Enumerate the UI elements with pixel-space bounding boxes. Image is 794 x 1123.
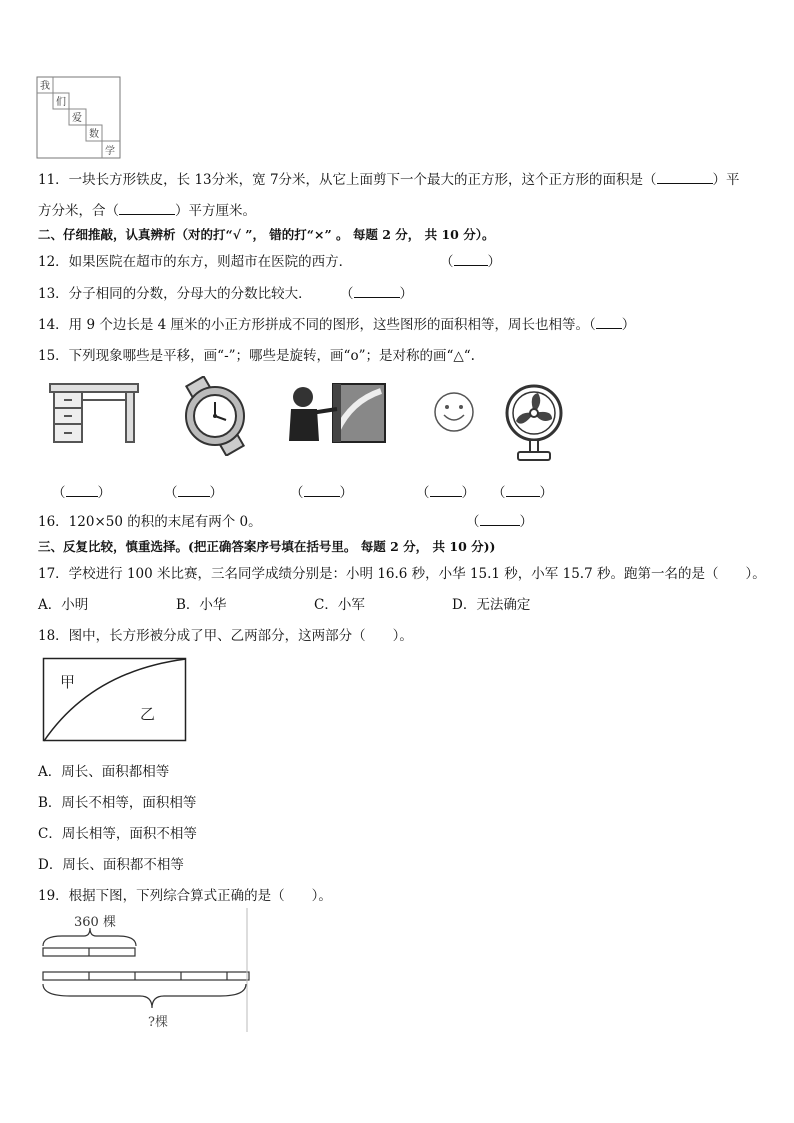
question-13 bbox=[38, 282, 312, 302]
option-d[interactable]: D．无法确定 bbox=[452, 597, 531, 613]
answer-blank[interactable] bbox=[596, 316, 622, 329]
region-label-yi: 乙 bbox=[140, 705, 156, 723]
section-3-heading: 三、反复比较，慎重选择。(把正确答案序号填在括号里。 每题 2 分， 共 10 分)) bbox=[38, 539, 496, 554]
option-d[interactable]: D．周长、面积都不相等 bbox=[38, 857, 184, 873]
answer-blank[interactable] bbox=[506, 484, 540, 497]
answer-blank[interactable] bbox=[119, 202, 175, 215]
option-a[interactable]: A．周长、面积都相等 bbox=[38, 764, 170, 780]
question-19-stem: 19．根据下图，下列综合算式正确的是（ ）。 bbox=[38, 888, 332, 904]
paren-close: ） bbox=[539, 485, 553, 501]
question-14 bbox=[38, 313, 635, 333]
grid-char: 数 bbox=[89, 129, 99, 140]
q15-answer-window[interactable] bbox=[290, 481, 353, 501]
question-11-text-end: ）平 bbox=[712, 172, 740, 188]
question-13-answer[interactable] bbox=[340, 282, 413, 302]
paren-open: （ bbox=[340, 286, 354, 302]
question-16-text: 16．120×50 的积的末尾有两个 0。 bbox=[38, 514, 262, 530]
option-b[interactable]: B．周长不相等，面积相等 bbox=[38, 795, 197, 811]
rectangle-divided-figure bbox=[42, 657, 188, 743]
desk-picture bbox=[48, 380, 140, 446]
option-b[interactable]: B．小华 bbox=[176, 597, 227, 613]
top-label: 360 棵 bbox=[74, 915, 116, 930]
smiley-face-picture bbox=[432, 390, 476, 434]
bottom-label: ?棵 bbox=[148, 1015, 168, 1030]
q15-answer-watch[interactable] bbox=[164, 481, 223, 501]
grid-char: 我 bbox=[40, 81, 50, 92]
q15-answer-fan[interactable] bbox=[492, 481, 553, 501]
question-11-text-2b: ）平方厘米。 bbox=[175, 203, 256, 219]
paren-close: ） bbox=[621, 317, 636, 333]
question-11-text: 11．一块长方形铁皮，长 13分米，宽 7分米，从它上面剪下一个最大的正方形，这个正方形的面积是（ bbox=[38, 172, 657, 188]
question-15-text: 15．下列现象哪些是平移，画“-”；哪些是旋转，画“o”；是对称的画“△“. bbox=[38, 348, 475, 364]
window-pushing-picture bbox=[281, 381, 389, 445]
region-label-jia: 甲 bbox=[60, 673, 76, 691]
paren-close: ） bbox=[399, 286, 413, 302]
answer-blank[interactable] bbox=[304, 484, 340, 497]
segment-diagram bbox=[40, 908, 252, 1032]
paren-close: ） bbox=[519, 514, 533, 530]
paren-close: ） bbox=[209, 485, 223, 501]
question-11-line2 bbox=[38, 199, 256, 219]
answer-blank[interactable] bbox=[430, 484, 462, 497]
option-c[interactable]: C．周长相等，面积不相等 bbox=[38, 826, 197, 842]
question-12 bbox=[38, 250, 352, 270]
electric-fan-picture bbox=[500, 383, 568, 463]
q15-answer-desk[interactable] bbox=[52, 481, 111, 501]
answer-blank[interactable] bbox=[480, 513, 520, 526]
grid-char: 学 bbox=[105, 146, 115, 157]
question-16 bbox=[38, 510, 262, 530]
character-grid-figure bbox=[36, 76, 122, 160]
paren-close: ） bbox=[461, 485, 475, 501]
paren-close: ） bbox=[487, 254, 501, 270]
paren-close: ） bbox=[97, 485, 111, 501]
option-c[interactable]: C．小军 bbox=[314, 597, 365, 613]
answer-blank[interactable] bbox=[354, 285, 400, 298]
answer-blank[interactable] bbox=[178, 484, 210, 497]
paren-open: （ bbox=[492, 485, 506, 501]
watch-picture bbox=[170, 376, 260, 456]
question-16-answer[interactable] bbox=[466, 510, 533, 530]
paren-open: （ bbox=[440, 254, 454, 270]
paren-open: （ bbox=[52, 485, 66, 501]
paren-open: （ bbox=[466, 514, 480, 530]
question-14-text: 14．用 9 个边长是 4 厘米的小正方形拼成不同的图形，这些图形的面积相等，周长也相等。 bbox=[38, 317, 590, 333]
paren-open: （ bbox=[164, 485, 178, 501]
question-11-text-2a: 方分米，合（ bbox=[38, 203, 119, 219]
paren-open: （ bbox=[290, 485, 304, 501]
question-17-stem: 17．学校进行 100 米比赛，三名同学成绩分别是：小明 16.6 秒，小华 15.1 秒，小军 15.7 秒。跑第一名的是（ ）。 bbox=[38, 566, 766, 582]
answer-blank[interactable] bbox=[657, 171, 713, 184]
grid-char: 爱 bbox=[72, 113, 82, 124]
grid-char: 们 bbox=[56, 97, 66, 108]
section-2-heading: 二、仔细推敲，认真辨析（对的打“√ ”， 错的打“×” 。 每题 2 分， 共 10 分）。 bbox=[38, 227, 495, 242]
paren-open: （ bbox=[589, 317, 596, 333]
question-11-line1 bbox=[38, 168, 740, 188]
paren-close: ） bbox=[339, 485, 353, 501]
option-a[interactable]: A．小明 bbox=[38, 597, 89, 613]
q15-answer-smiley[interactable] bbox=[416, 481, 475, 501]
paren-open: （ bbox=[416, 485, 430, 501]
question-12-answer[interactable] bbox=[440, 250, 501, 270]
question-15 bbox=[38, 344, 475, 364]
answer-blank[interactable] bbox=[66, 484, 98, 497]
question-18-stem: 18．图中，长方形被分成了甲、乙两部分，这两部分（ ）。 bbox=[38, 628, 413, 644]
answer-blank[interactable] bbox=[454, 253, 488, 266]
question-12-text: 12．如果医院在超市的东方，则超市在医院的西方． bbox=[38, 254, 353, 270]
question-13-text: 13．分子相同的分数，分母大的分数比较大． bbox=[38, 286, 312, 302]
